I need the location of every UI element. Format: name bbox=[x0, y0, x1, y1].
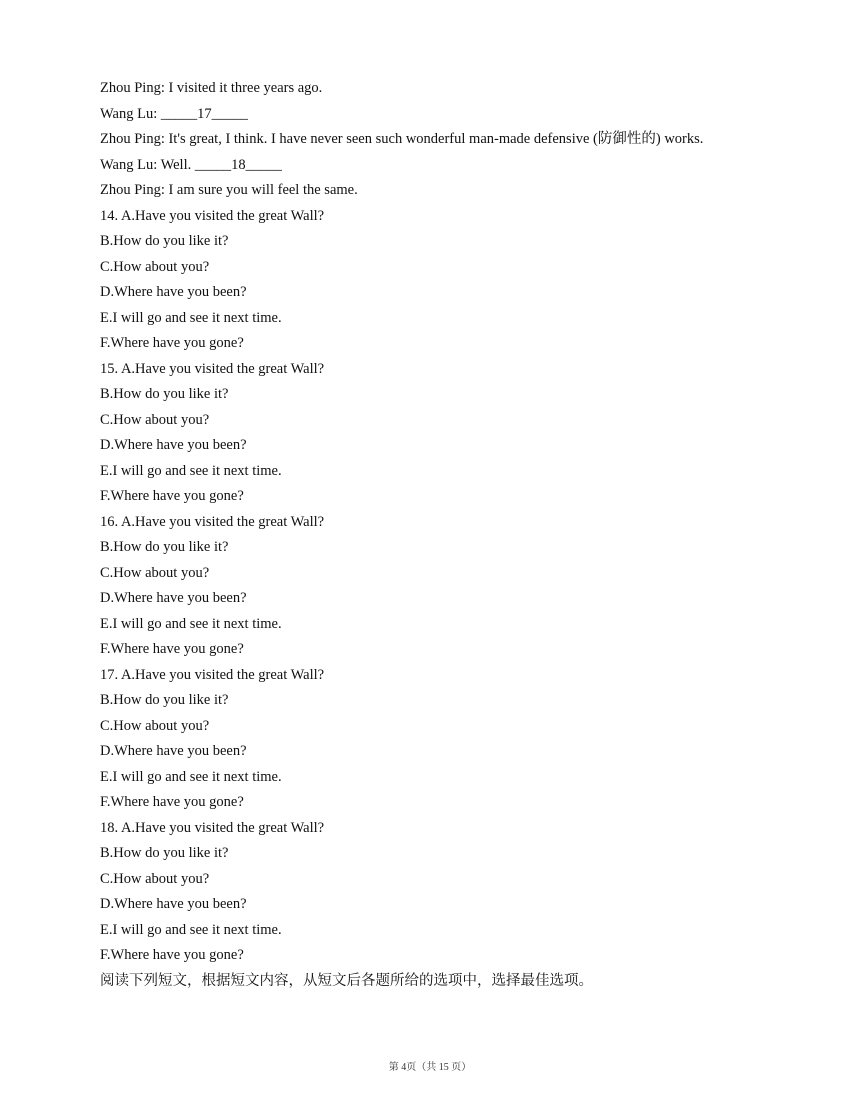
option-line: F.Where have you gone? bbox=[100, 641, 244, 657]
option-line: E.I will go and see it next time. bbox=[100, 768, 282, 785]
page-footer: 第 4页（共 15 页） bbox=[388, 1062, 472, 1073]
option-line: 16. A.Have you visited the great Wall? bbox=[100, 513, 325, 530]
option-line: C.How about you? bbox=[100, 564, 210, 581]
option-line: C.How about you? bbox=[100, 870, 210, 887]
option-line: 14. A.Have you visited the great Wall? bbox=[100, 207, 325, 224]
option-line: D.Where have you been? bbox=[100, 590, 247, 606]
option-line: C.How about you? bbox=[100, 717, 210, 734]
option-line: F.Where have you gone? bbox=[100, 335, 244, 351]
question-15 bbox=[100, 357, 800, 510]
option-line: B.How do you like it? bbox=[100, 692, 229, 708]
question-16 bbox=[100, 510, 800, 663]
dialogue-line: Wang Lu: _____17_____ bbox=[100, 105, 248, 122]
option-line: 17. A.Have you visited the great Wall? bbox=[100, 666, 325, 683]
option-line: F.Where have you gone? bbox=[100, 947, 244, 963]
option-line: C.How about you? bbox=[100, 258, 210, 275]
option-line: E.I will go and see it next time. bbox=[100, 462, 282, 479]
option-line: D.Where have you been? bbox=[100, 896, 247, 912]
option-line: B.How do you like it? bbox=[100, 539, 229, 555]
option-line: C.How about you? bbox=[100, 411, 210, 428]
option-line: 18. A.Have you visited the great Wall? bbox=[100, 819, 325, 836]
option-line: D.Where have you been? bbox=[100, 437, 247, 453]
dialogue-line: Wang Lu: Well. _____18_____ bbox=[100, 156, 282, 173]
question-18 bbox=[100, 816, 800, 969]
option-line: B.How do you like it? bbox=[100, 845, 229, 861]
dialogue bbox=[100, 76, 800, 204]
option-line: F.Where have you gone? bbox=[100, 794, 244, 810]
option-line: D.Where have you been? bbox=[100, 743, 247, 759]
reading-instruction: 阅读下列短文，根据短文内容，从短文后各题所给的选项中，选择最佳选项。 bbox=[100, 972, 593, 989]
dialogue-line: Zhou Ping: I am sure you will feel the same. bbox=[100, 182, 358, 198]
option-line: F.Where have you gone? bbox=[100, 488, 244, 504]
dialogue-line: Zhou Ping: It's great, I think. I have never seen such wonderful man-made defensive (防御性的) works. bbox=[100, 131, 704, 147]
option-line: E.I will go and see it next time. bbox=[100, 615, 282, 632]
question-17 bbox=[100, 663, 800, 816]
option-line: E.I will go and see it next time. bbox=[100, 309, 282, 326]
question-14 bbox=[100, 204, 800, 357]
option-line: B.How do you like it? bbox=[100, 386, 229, 402]
option-line: E.I will go and see it next time. bbox=[100, 921, 282, 938]
dialogue-line: Zhou Ping: I visited it three years ago. bbox=[100, 80, 323, 96]
option-line: D.Where have you been? bbox=[100, 284, 247, 300]
page-content bbox=[100, 76, 800, 994]
option-line: 15. A.Have you visited the great Wall? bbox=[100, 360, 325, 377]
option-line: B.How do you like it? bbox=[100, 233, 229, 249]
